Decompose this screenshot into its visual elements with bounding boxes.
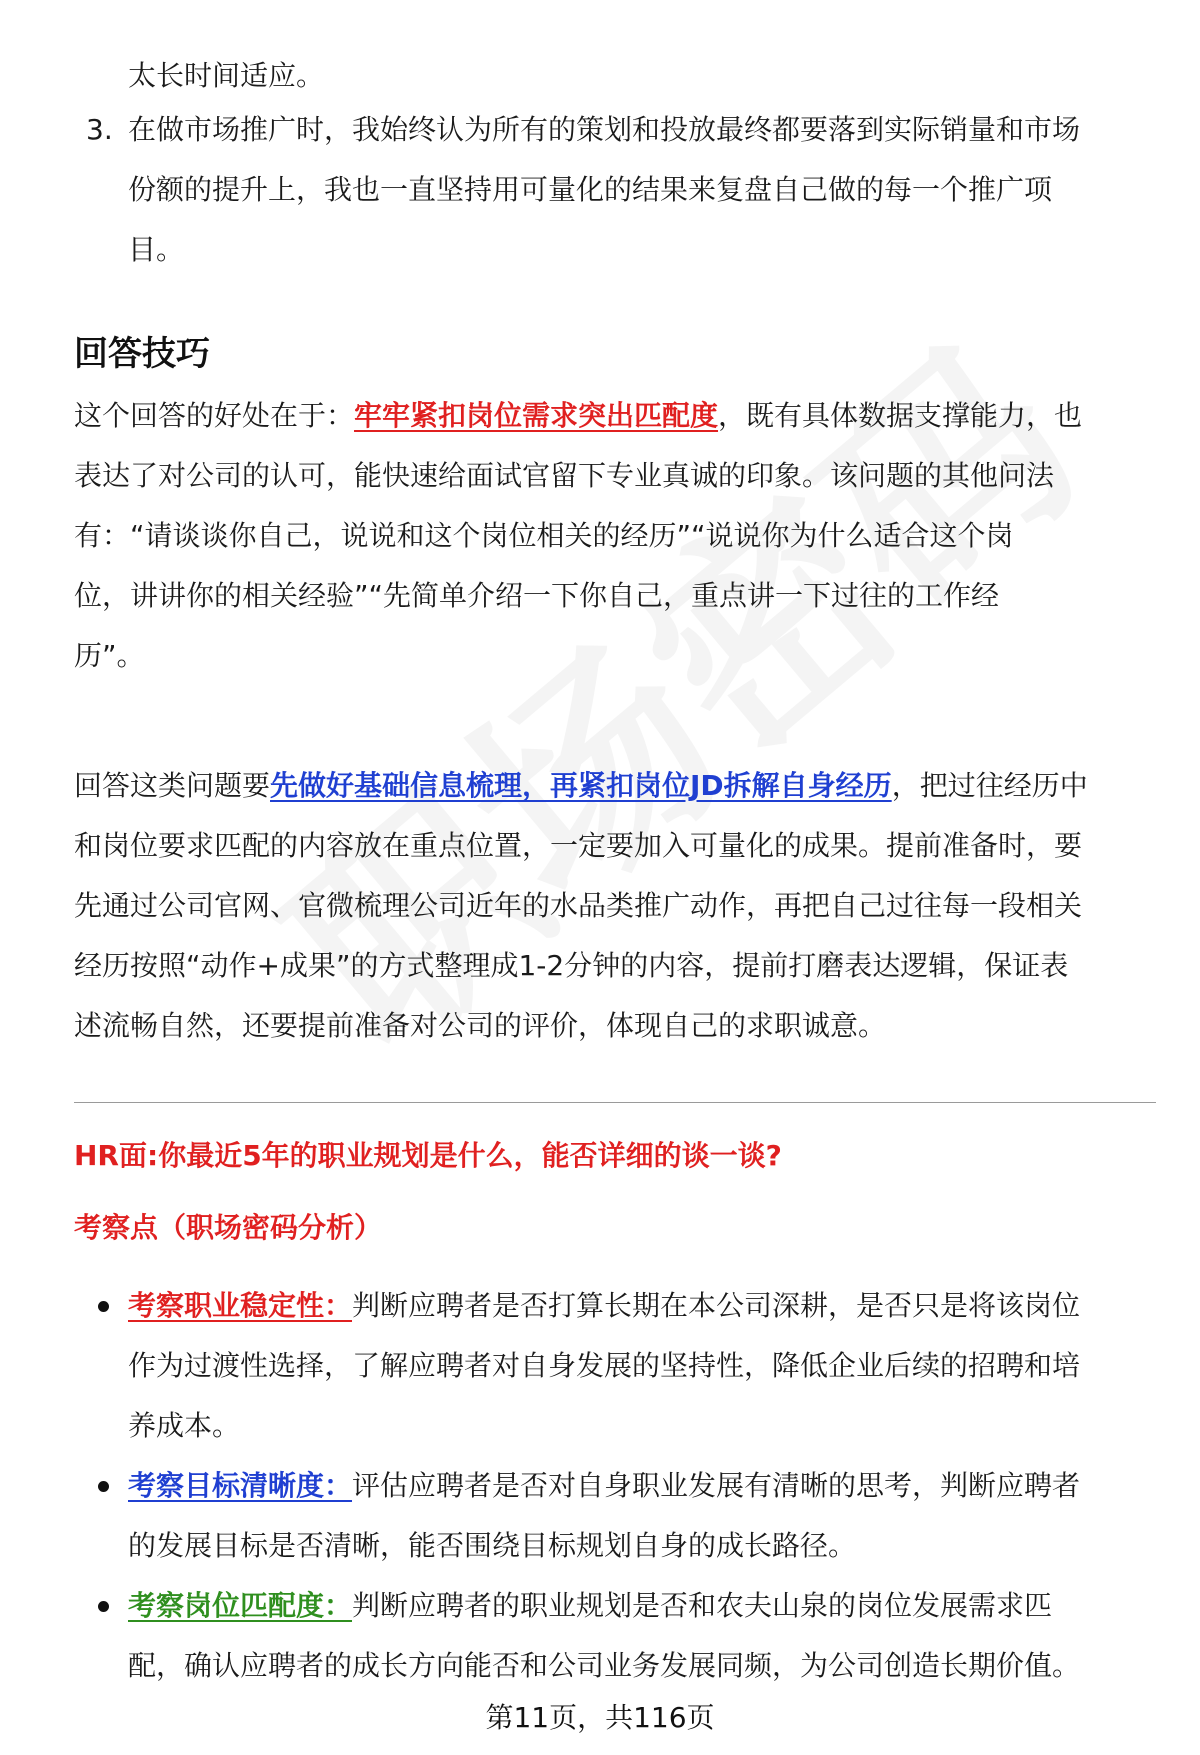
line bbox=[128, 1456, 1128, 1516]
question-heading: HR面:你最近5年的职业规划是什么，能否详细的谈一谈? bbox=[74, 1139, 782, 1172]
bullet-text bbox=[128, 1276, 1128, 1456]
line bbox=[74, 386, 1154, 446]
answer-tips-paragraph-1 bbox=[74, 386, 1154, 686]
analysis-heading: 考察点（职场密码分析） bbox=[74, 1211, 383, 1244]
bullet-label: 考察岗位匹配度： bbox=[128, 1589, 353, 1622]
text: ，把过往经历中 bbox=[891, 769, 1088, 802]
line bbox=[128, 1576, 1128, 1636]
line bbox=[128, 1276, 1128, 1336]
bullet-text bbox=[128, 1456, 1128, 1576]
list-item-continuation: 太长时间适应。 bbox=[128, 59, 325, 92]
line: 的发展目标是否清晰，能否围绕目标规划自身的成长路径。 bbox=[128, 1529, 857, 1562]
text: 这个回答的好处在于： bbox=[74, 399, 355, 432]
line: 位，讲讲你的相关经验”“先简单介绍一下你自己，重点讲一下过往的工作经 bbox=[74, 579, 1000, 612]
line: 作为过渡性选择，了解应聘者对自身发展的坚持性，降低企业后续的招聘和培 bbox=[128, 1349, 1081, 1382]
bullet-icon bbox=[98, 1601, 109, 1612]
text: 判断应聘者的职业规划是否和农夫山泉的岗位发展需求匹 bbox=[352, 1589, 1053, 1622]
line bbox=[74, 756, 1154, 816]
line: 先通过公司官网、官微梳理公司近年的水品类推广动作，再把自己过往每一段相关 bbox=[74, 889, 1083, 922]
bullet-label: 考察职业稳定性： bbox=[128, 1289, 353, 1322]
list-item-text bbox=[128, 100, 1128, 280]
highlight-red: 牢牢紧扣岗位需求突出匹配度 bbox=[354, 399, 719, 432]
text: ，既有具体数据支撑能力，也 bbox=[718, 399, 1083, 432]
line: 有：“请谈谈你自己，说说和这个岗位相关的经历”“说说你为什么适合这个岗 bbox=[74, 519, 1014, 552]
answer-tips-paragraph-2 bbox=[74, 756, 1154, 1056]
line: 份额的提升上，我也一直坚持用可量化的结果来复盘自己做的每一个推广项 bbox=[128, 173, 1053, 206]
line: 表达了对公司的认可，能快速给面试官留下专业真诚的印象。该问题的其他问法 bbox=[74, 459, 1055, 492]
list-number: 3. bbox=[86, 113, 113, 146]
text: 判断应聘者是否打算长期在本公司深耕，是否只是将该岗位 bbox=[352, 1289, 1081, 1322]
line: 和岗位要求匹配的内容放在重点位置，一定要加入可量化的成果。提前准备时，要 bbox=[74, 829, 1083, 862]
highlight-blue: 先做好基础信息梳理，再紧扣岗位JD拆解自身经历 bbox=[270, 769, 892, 802]
line: 在做市场推广时，我始终认为所有的策划和投放最终都要落到实际销量和市场 bbox=[128, 113, 1081, 146]
line: 目。 bbox=[128, 233, 185, 266]
text: 评估应聘者是否对自身职业发展有清晰的思考，判断应聘者 bbox=[352, 1469, 1081, 1502]
line: 述流畅自然，还要提前准备对公司的评价，体现自己的求职诚意。 bbox=[74, 1009, 887, 1042]
bullet-text bbox=[128, 1576, 1128, 1696]
line: 经历按照“动作+成果”的方式整理成1-2分钟的内容，提前打磨表达逻辑，保证表 bbox=[74, 949, 1069, 982]
line: 配，确认应聘者的成长方向能否和公司业务发展同频，为公司创造长期价值。 bbox=[128, 1649, 1081, 1682]
line: 历”。 bbox=[74, 639, 145, 672]
divider bbox=[74, 1102, 1156, 1103]
page-number: 第11页，共116页 bbox=[485, 1701, 715, 1734]
bullet-icon bbox=[98, 1301, 109, 1312]
bullet-icon bbox=[98, 1481, 109, 1492]
section-title: 回答技巧 bbox=[74, 334, 210, 374]
line: 养成本。 bbox=[128, 1409, 241, 1442]
text: 回答这类问题要 bbox=[74, 769, 271, 802]
bullet-label: 考察目标清晰度： bbox=[128, 1469, 353, 1502]
